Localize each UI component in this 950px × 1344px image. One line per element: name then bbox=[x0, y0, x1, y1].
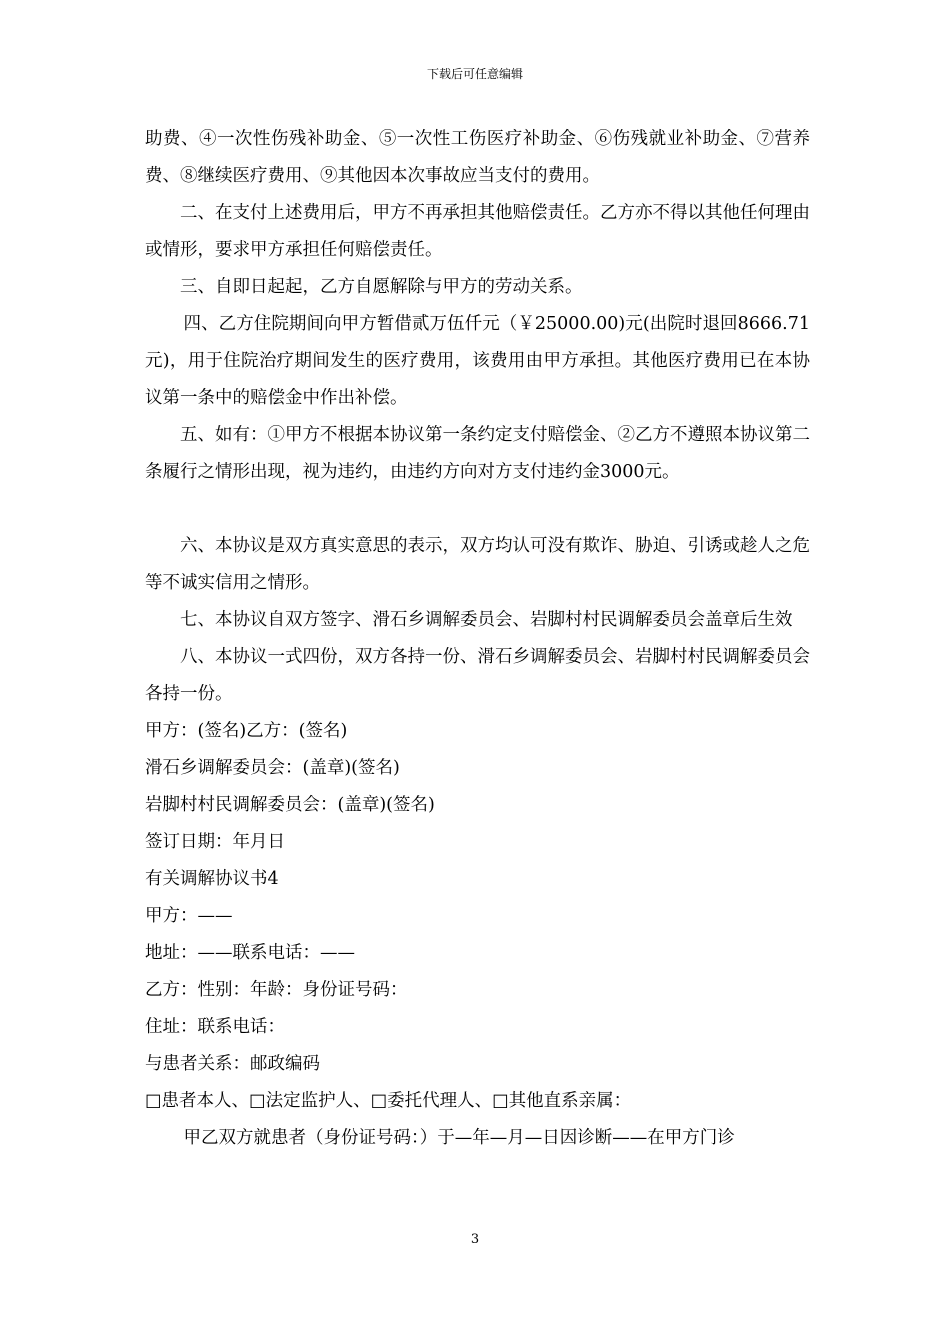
paragraph-clause-7: 七、本协议自双方签字、滑石乡调解委员会、岩脚村村民调解委员会盖章后生效 bbox=[180, 610, 793, 630]
party-a-line: 甲方：—— bbox=[145, 906, 233, 926]
paragraph-clause-6: 六、本协议是双方真实意思的表示，双方均认可没有欺诈、胁迫、引诱或趁人之危等不诚实信用之情形。 bbox=[145, 536, 810, 593]
final-paragraph: 甲乙双方就患者（身份证号码：）于—年—月—日因诊断——在甲方门诊 bbox=[183, 1128, 735, 1148]
address-phone-line: 地址：——联系电话：—— bbox=[145, 943, 355, 963]
paragraph-clause-4: 四、乙方住院期间向甲方暂借贰万伍仟元（￥25000.00)元(出院时退回8666.71元)，用于住院治疗期间发生的医疗费用，该费用由甲方承担。其他医疗费用已在本协议第一条中的赔偿金中作出补偿。 bbox=[145, 314, 810, 408]
residence-phone-line: 住址：联系电话： bbox=[145, 1017, 285, 1037]
document-body bbox=[145, 121, 810, 1157]
signature-township-line: 滑石乡调解委员会：(盖章)(签名) bbox=[145, 758, 400, 778]
paragraph-clause-2: 二、在支付上述费用后，甲方不再承担其他赔偿责任。乙方亦不得以其他任何理由或情形，要求甲方承担任何赔偿责任。 bbox=[145, 203, 810, 260]
document-4-title: 有关调解协议书4 bbox=[145, 869, 279, 889]
page-header: 下载后可任意编辑 bbox=[426, 67, 523, 81]
relation-options-line: □患者本人、□法定监护人、□委托代理人、□其他直系亲属： bbox=[145, 1091, 632, 1111]
paragraph-clause-8: 八、本协议一式四份，双方各持一份、滑石乡调解委员会、岩脚村村民调解委员会各持一份。 bbox=[145, 647, 810, 704]
paragraph-clause-3: 三、自即日起起，乙方自愿解除与甲方的劳动关系。 bbox=[180, 277, 583, 297]
relation-postcode-line: 与患者关系：邮政编码 bbox=[145, 1054, 320, 1074]
page-number: 3 bbox=[470, 1232, 480, 1247]
signature-parties-line: 甲方：(签名)乙方：(签名) bbox=[145, 721, 348, 741]
paragraph-clause-5: 五、如有：①甲方不根据本协议第一条约定支付赔偿金、②乙方不遵照本协议第二条履行之情形出现，视为违约，由违约方向对方支付违约金3000元。 bbox=[145, 425, 810, 482]
paragraph-compensation-items: 助费、④一次性伤残补助金、⑤一次性工伤医疗补助金、⑥伤残就业补助金、⑦营养费、⑧继续医疗费用、⑨其他因本次事故应当支付的费用。 bbox=[145, 129, 810, 186]
party-b-line: 乙方：性别：年龄：身份证号码： bbox=[145, 980, 408, 1000]
signature-village-line: 岩脚村村民调解委员会：(盖章)(签名) bbox=[145, 795, 435, 815]
sign-date-line: 签订日期：年月日 bbox=[145, 832, 285, 852]
